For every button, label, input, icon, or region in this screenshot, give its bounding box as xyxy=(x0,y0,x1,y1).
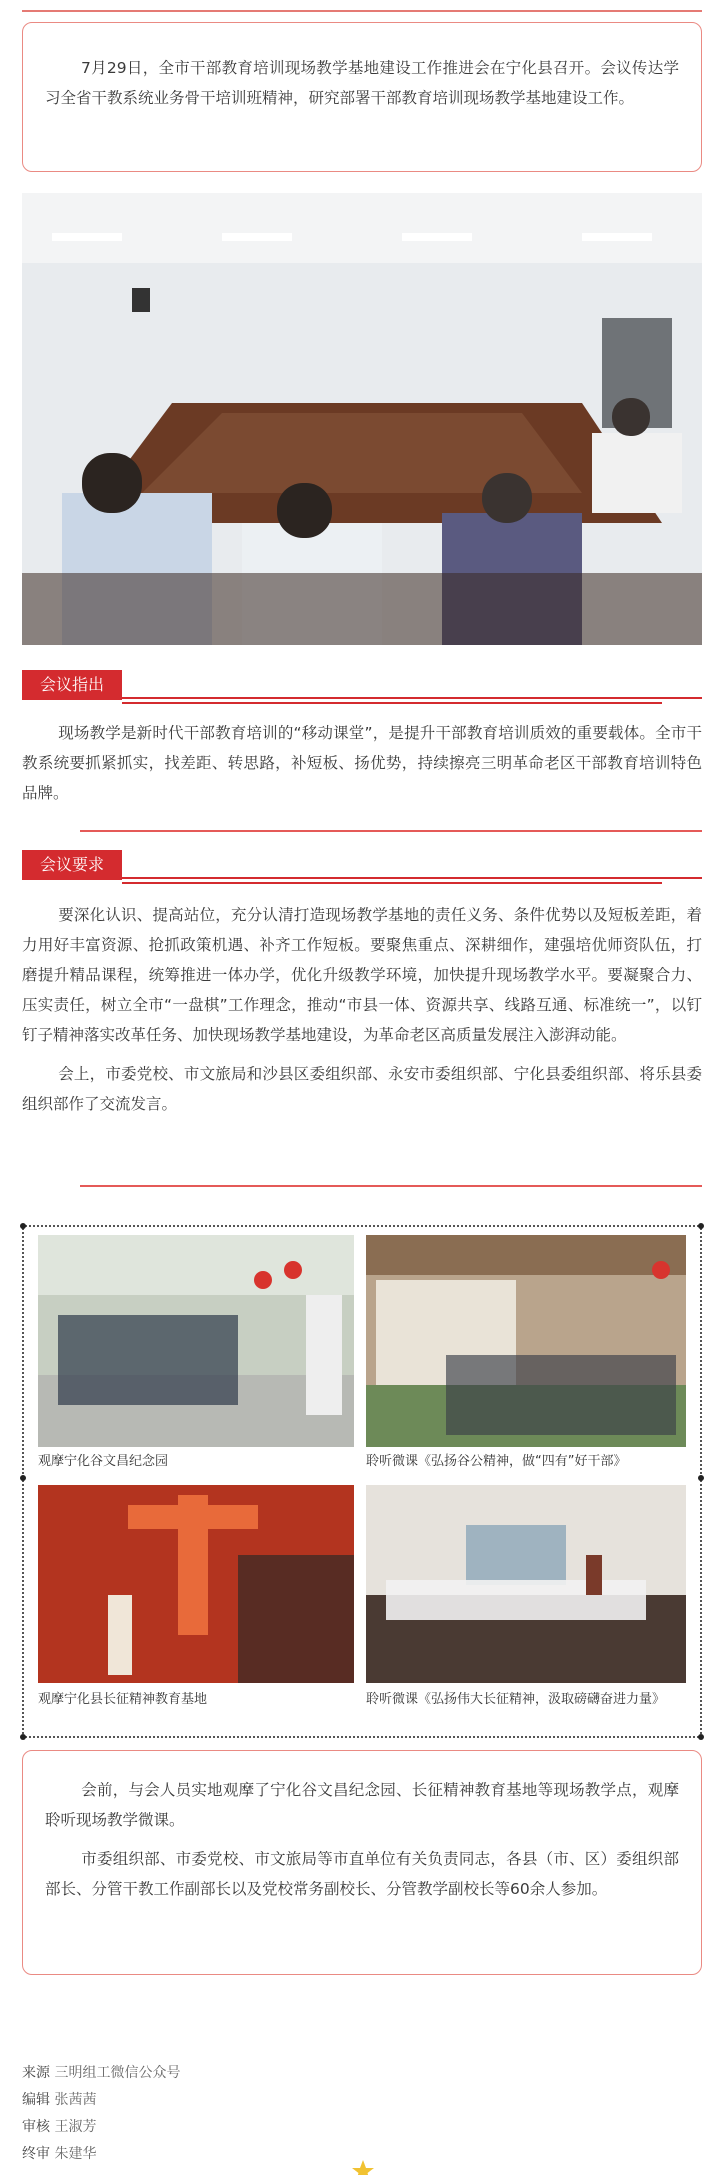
section-divider xyxy=(80,1185,702,1187)
gallery-photo-long-march-image xyxy=(38,1485,354,1683)
section-remarks-body xyxy=(22,718,702,808)
gallery-photo-memorial xyxy=(38,1235,354,1447)
top-divider xyxy=(22,10,702,12)
section-requirements-body xyxy=(22,900,702,1119)
gallery-photo-lecture-hall xyxy=(366,1485,686,1683)
outro-paragraph-visit: 会前，与会人员实地观摩了宁化谷文昌纪念园、长征精神教育基地等现场教学点，观摩聆听现场教学微课。 xyxy=(45,1781,679,1829)
corner-dot xyxy=(20,1475,26,1481)
exchange-paragraph: 会上，市委党校、市文旅局和沙县区委组织部、永安市委组织部、宁化县委组织部、将乐县委组织部作了交流发言。 xyxy=(22,1065,702,1113)
corner-dot xyxy=(698,1734,704,1740)
corner-dot xyxy=(698,1223,704,1229)
section-tag-requirements: 会议要求 xyxy=(22,850,122,880)
credit-line-editor: 编辑 张茜茜 xyxy=(22,2092,97,2108)
corner-dot xyxy=(698,1475,704,1481)
credits xyxy=(22,2060,422,2168)
gallery-photo-lecture-hall-image xyxy=(366,1485,686,1683)
gallery-photo-long-march xyxy=(38,1485,354,1683)
intro-box xyxy=(22,22,702,172)
gallery-caption: 聆听微课《弘扬伟大长征精神，汲取磅礴奋进力量》 xyxy=(366,1692,666,1707)
section-header-requirements xyxy=(22,850,702,884)
gallery-caption: 观摩宁化县长征精神教育基地 xyxy=(38,1692,208,1707)
meeting-photo xyxy=(22,193,702,645)
credit-line-reviewer: 审核 王淑芳 xyxy=(22,2119,97,2135)
gallery-photo-microlesson-image xyxy=(366,1235,686,1447)
corner-dot xyxy=(20,1223,26,1229)
requirements-paragraph: 要深化认识、提高站位，充分认清打造现场教学基地的责任义务、条件优势以及短板差距，着力用好丰富资源、抢抓政策机遇、补齐工作短板。要聚焦重点、深耕细作，建强培优师资队伍，打磨提升精品课程，统筹推进一体办学，优化升级教学环境，加快提升现场教学水平。要凝聚合力、压实责任，树立全市“一盘棋”工作理念，推动“市县一体、资源共享、线路互通、标准统一”，以钉钉子精神落实改革任务、加快现场教学基地建设，为革命老区高质量发展注入澎湃动能。 xyxy=(22,906,702,1044)
photo-gallery xyxy=(22,1225,702,1738)
section-underline-inner xyxy=(122,702,662,704)
credit-line-final-reviewer: 终审 朱建华 xyxy=(22,2146,97,2162)
star-decoration-icon xyxy=(352,2160,374,2175)
gallery-photo-memorial-image xyxy=(38,1235,354,1447)
gallery-caption: 聆听微课《弘扬谷公精神，做“四有”好干部》 xyxy=(366,1454,627,1469)
section-underline xyxy=(122,877,702,879)
outro-paragraph-attendees: 市委组织部、市委党校、市文旅局等市直单位有关负责同志，各县（市、区）委组织部部长、分管干教工作副部长以及党校常务副校长、分管教学副校长等60余人参加。 xyxy=(45,1850,679,1898)
remarks-paragraph: 现场教学是新时代干部教育培训的“移动课堂”，是提升干部教育培训质效的重要载体。全市干教系统要抓紧抓实，找差距、转思路，补短板、扬优势，持续擦亮三明革命老区干部教育培训特色品牌。 xyxy=(22,724,702,802)
section-divider xyxy=(80,830,702,832)
gallery-photo-microlesson xyxy=(366,1235,686,1447)
corner-dot xyxy=(20,1734,26,1740)
outro-box xyxy=(22,1750,702,1975)
gallery-caption: 观摩宁化谷文昌纪念园 xyxy=(38,1454,169,1469)
intro-paragraph: 7月29日，全市干部教育培训现场教学基地建设工作推进会在宁化县召开。会议传达学习全省干教系统业务骨干培训班精神，研究部署干部教育培训现场教学基地建设工作。 xyxy=(45,59,679,107)
credit-line-source: 来源 三明组工微信公众号 xyxy=(22,2065,181,2081)
section-underline-inner xyxy=(122,882,662,884)
section-header-remarks xyxy=(22,670,702,704)
section-tag-remarks: 会议指出 xyxy=(22,670,122,700)
section-underline xyxy=(122,697,702,699)
meeting-photo-image xyxy=(22,193,702,645)
